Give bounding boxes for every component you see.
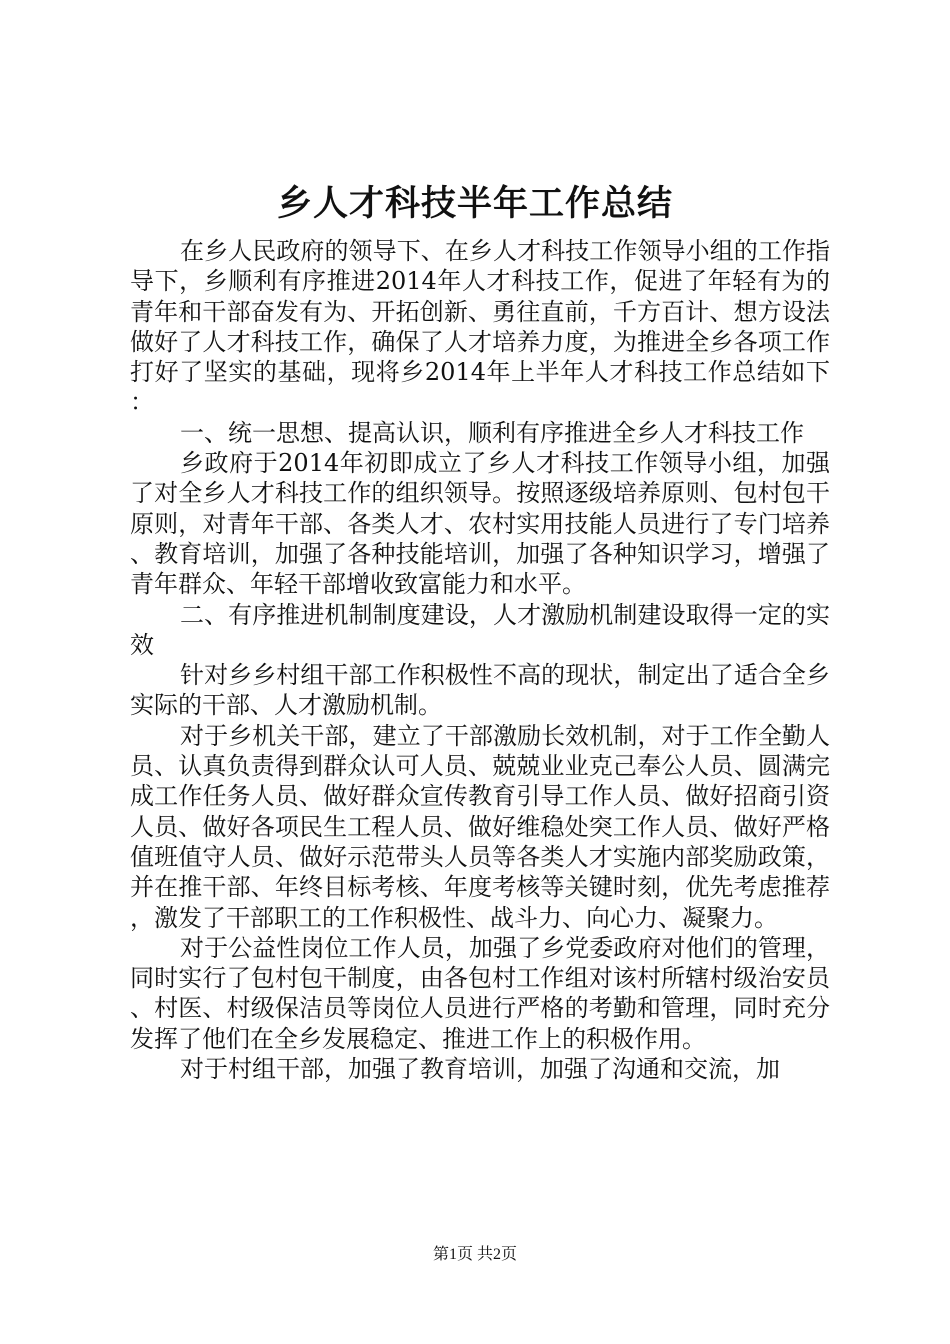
page-footer: 第1页 共2页 <box>432 1246 517 1263</box>
paragraph-intro: 在乡人民政府的领导下、在乡人才科技工作领导小组的工作指导下，乡顺利有序推进2014年人才科技工作，促进了年轻有为的青年和干部奋发有为、开拓创新、勇往直前，千方百计、想方设法做好了人才科技工作，确保了人才培养力度，为推进全乡各项工作打好了坚实的基础，现将乡2014年上半年人才科技工作总结如下： <box>130 237 830 417</box>
section-heading-1: 一、统一思想、提高认识，顺利有序推进全乡人才科技工作 <box>180 418 804 447</box>
paragraph: 对于乡机关干部，建立了干部激励长效机制，对于工作全勤人员、认真负责得到群众认可人员、兢兢业业克己奉公人员、圆满完成工作任务人员、做好群众宣传教育引导工作人员、做好招商引资人员、做好各项民生工程人员、做好维稳处突工作人员、做好严格值班值守人员、做好示范带头人员等各类人才实施内部奖励政策，并在推干部、年终目标考核、年度考核等关键时刻，优先考虑推荐，激发了干部职工的工作积极性、战斗力、向心力、凝聚力。 <box>130 721 830 932</box>
paragraph: 针对乡乡村组干部工作积极性不高的现状，制定出了适合全乡实际的干部、人才激励机制。 <box>130 661 830 720</box>
document-title: 乡人才科技半年工作总结 <box>276 183 673 224</box>
document-body <box>130 236 830 1084</box>
paragraph: 乡政府于2014年初即成立了乡人才科技工作领导小组，加强了对全乡人才科技工作的组织领导。按照逐级培养原则、包村包干原则，对青年干部、各类人才、农村实用技能人员进行了专门培养、教育培训，加强了各种技能培训，加强了各种知识学习，增强了青年群众、年轻干部增收致富能力和水平。 <box>130 449 830 599</box>
paragraph: 对于村组干部，加强了教育培训，加强了沟通和交流，加 <box>180 1055 780 1084</box>
paragraph: 对于公益性岗位工作人员，加强了乡党委政府对他们的管理，同时实行了包村包干制度，由各包村工作组对该村所辖村级治安员、村医、村级保洁员等岗位人员进行严格的考勤和管理，同时充分发挥了他们在全乡发展稳定、推进工作上的积极作用。 <box>130 933 830 1053</box>
section-heading-2: 二、有序推进机制制度建设，人才激励机制建设取得一定的实效 <box>130 600 830 659</box>
